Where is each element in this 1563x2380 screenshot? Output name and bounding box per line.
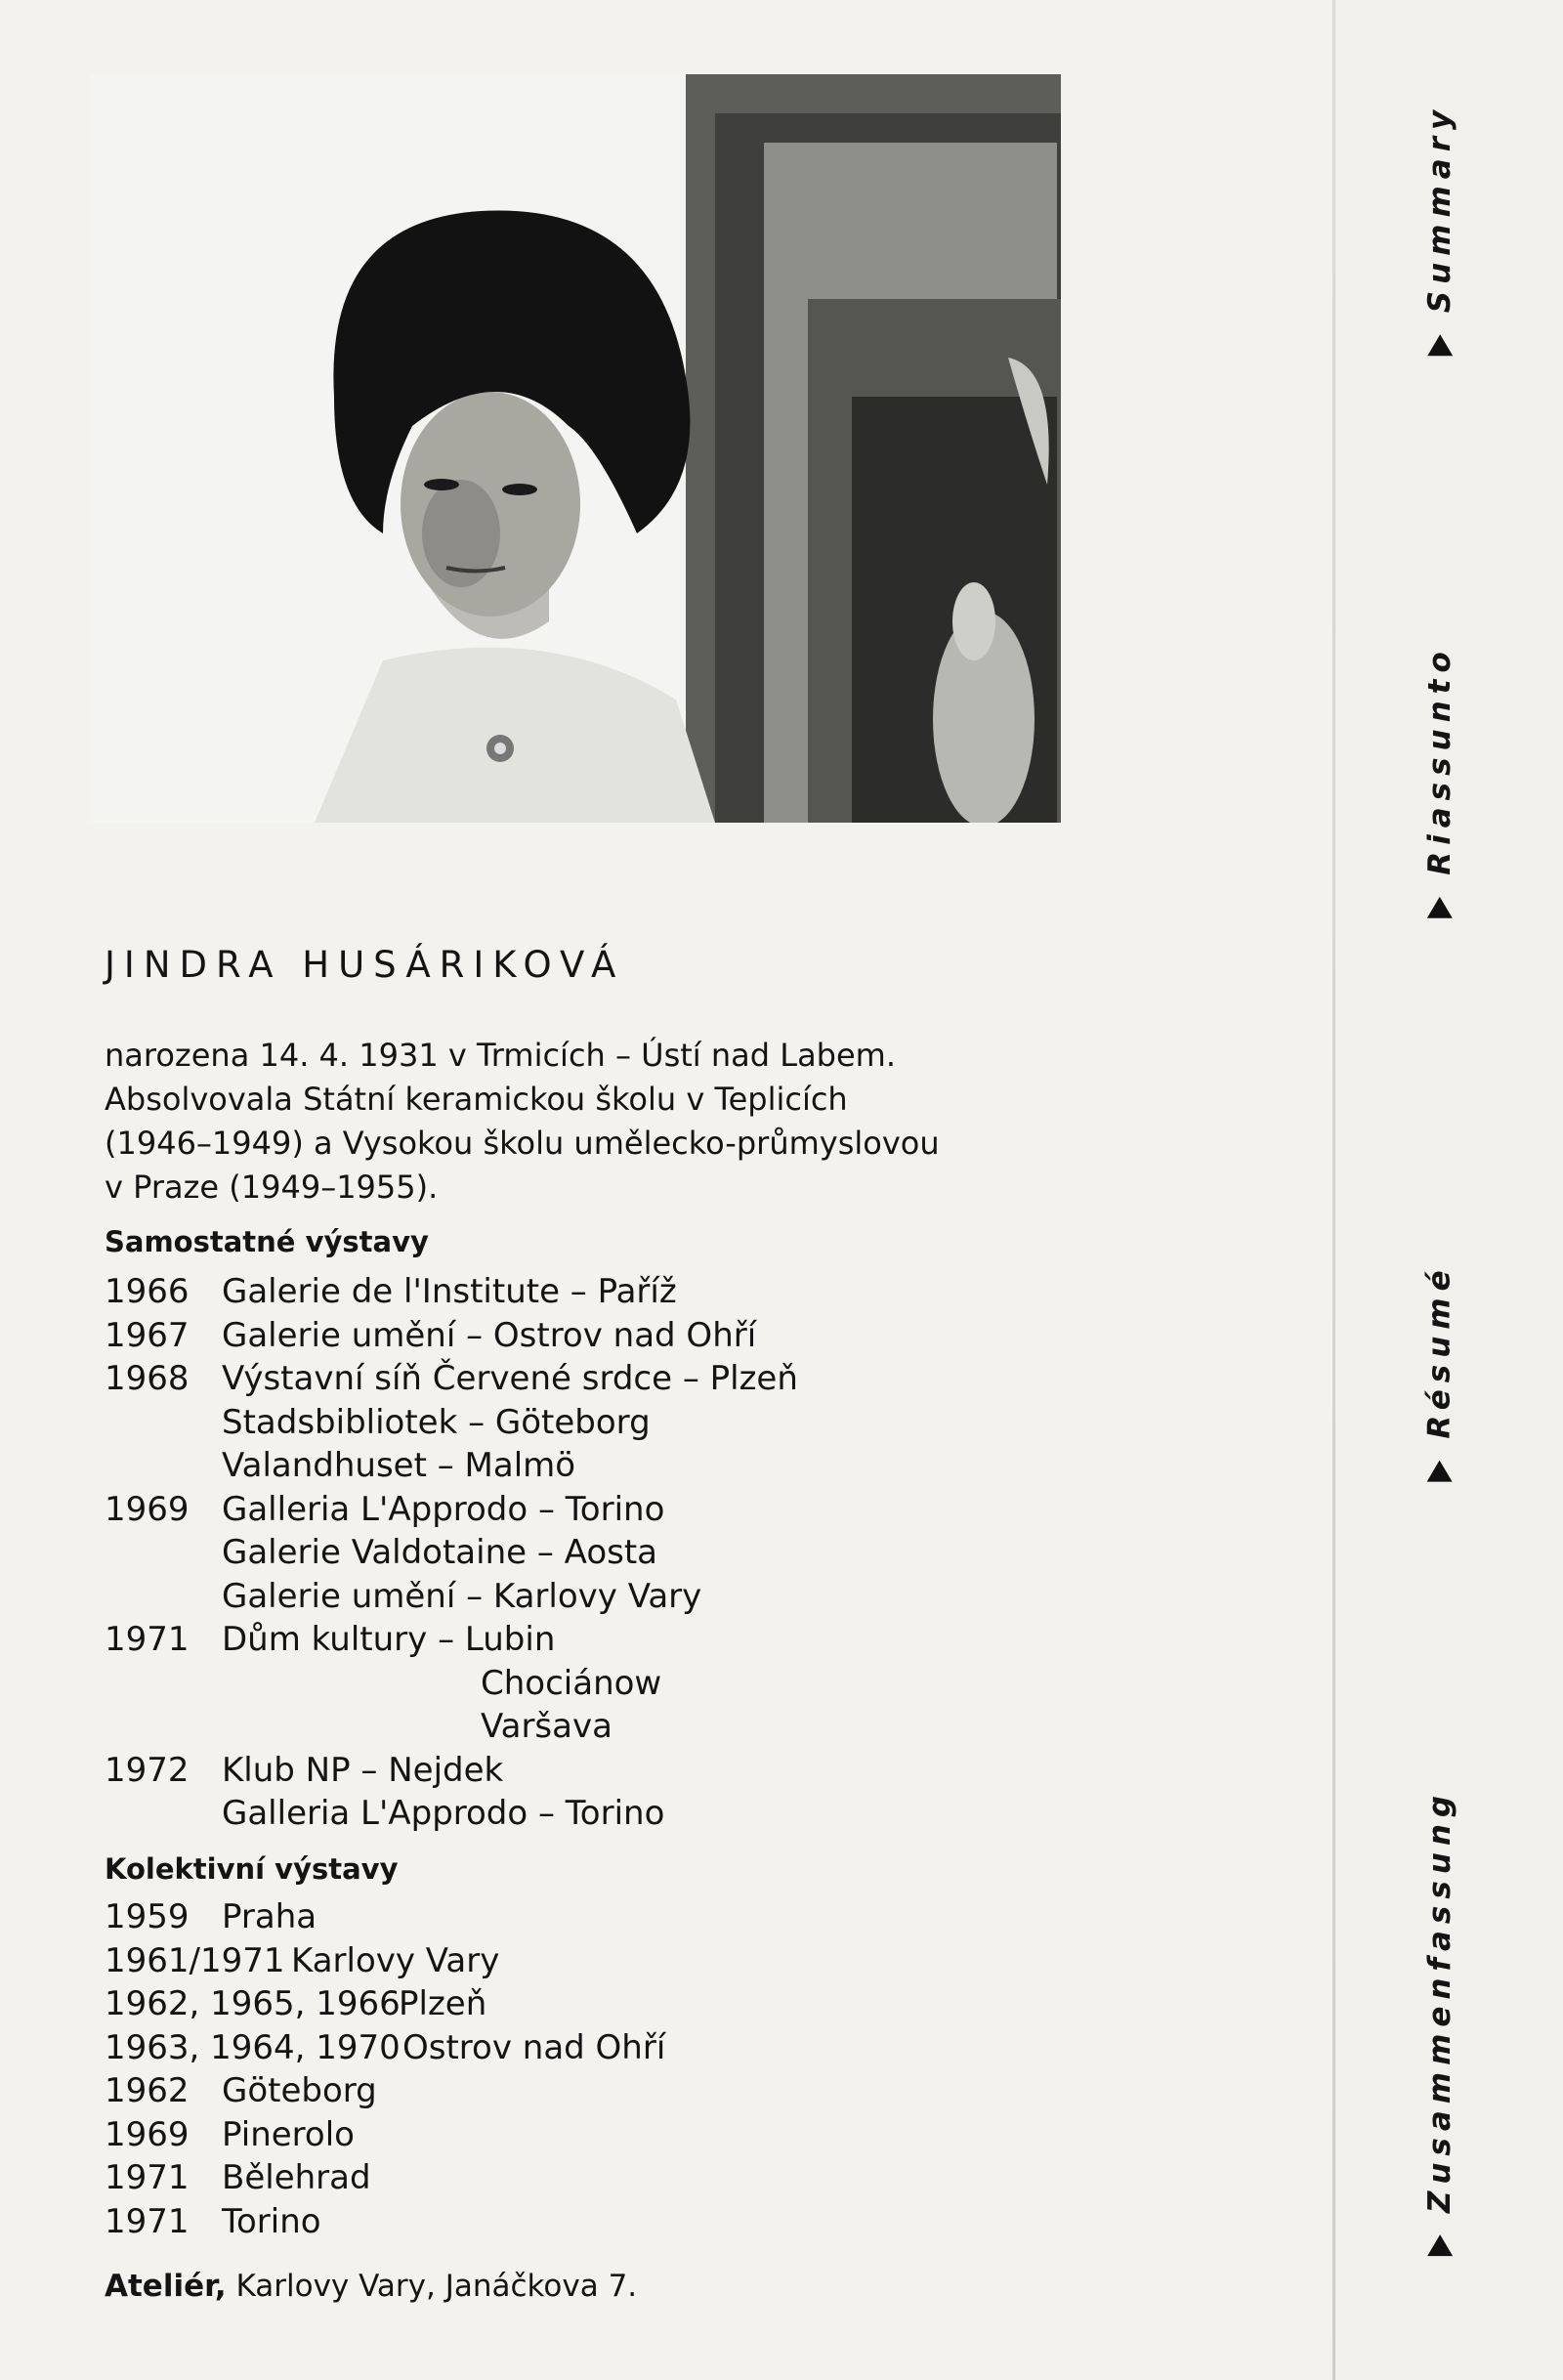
exhibition-venue: Varšava — [481, 1707, 613, 1746]
tab-label: Résumé — [1422, 1263, 1458, 1439]
portrait-photo — [90, 74, 1061, 823]
exhibition-year: 1962 — [105, 2071, 190, 2110]
group-exhibition-row — [105, 1982, 1081, 2026]
tab-resume[interactable] — [1411, 1236, 1469, 1509]
solo-exhibitions-heading: Samostatné výstavy — [105, 1225, 429, 1258]
biography — [105, 1034, 1081, 1210]
exhibition-year: 1971 — [105, 2201, 190, 2241]
group-exhibition-row — [105, 2200, 1081, 2244]
exhibition-venue: Stadsbibliotek – Göteborg — [222, 1402, 651, 1442]
exhibition-row — [105, 1531, 1081, 1575]
exhibition-year: 1963, 1964, 1970 — [105, 2027, 401, 2067]
exhibition-city: Torino — [222, 2201, 321, 2241]
exhibition-venue: Valandhuset – Malmö — [222, 1446, 576, 1485]
exhibition-row — [105, 1401, 1081, 1445]
triangle-marker-icon — [1427, 897, 1453, 918]
bio-line: Absolvovala Státní keramickou školu v Teplicích — [105, 1081, 848, 1118]
exhibition-row — [105, 1488, 1081, 1532]
exhibition-venue: Galerie umění – Ostrov nad Ohří — [222, 1315, 757, 1355]
group-exhibitions-list — [105, 1895, 1081, 2243]
tab-summary[interactable] — [1411, 88, 1469, 371]
exhibition-year: 1967 — [105, 1315, 190, 1355]
exhibition-row — [105, 1444, 1081, 1488]
group-exhibition-row — [105, 2113, 1081, 2157]
atelier-label: Ateliér, — [105, 2269, 227, 2304]
exhibition-row — [105, 1270, 1081, 1314]
exhibition-year: 1966 — [105, 1272, 190, 1311]
group-exhibition-row — [105, 2069, 1081, 2113]
exhibition-year: 1968 — [105, 1359, 190, 1398]
exhibition-city: Ostrov nad Ohří — [402, 2027, 666, 2067]
triangle-marker-icon — [1427, 1461, 1453, 1482]
bio-line: (1946–1949) a Vysokou školu umělecko-průmyslovou — [105, 1125, 940, 1162]
exhibition-row — [105, 1314, 1081, 1358]
exhibition-venue: Galerie Valdotaine – Aosta — [222, 1533, 658, 1572]
exhibition-city: Bělehrad — [222, 2158, 371, 2197]
exhibition-row — [105, 1575, 1081, 1619]
exhibition-row — [105, 1749, 1081, 1793]
artist-name: JINDRA HUSÁRIKOVÁ — [105, 944, 625, 986]
triangle-marker-icon — [1427, 2234, 1453, 2256]
exhibition-venue: Chociánow — [481, 1663, 662, 1703]
exhibition-year: 1962, 1965, 1966 — [105, 1984, 401, 2023]
group-exhibition-row — [105, 1939, 1081, 1983]
tab-zusammenfassung[interactable] — [1411, 1739, 1469, 2306]
tab-label: Zusammenfassung — [1422, 1788, 1458, 2214]
exhibition-year: 1971 — [105, 1620, 190, 1659]
bio-line: v Praze (1949–1955). — [105, 1169, 439, 1206]
exhibition-row — [105, 1618, 1081, 1662]
exhibition-row — [105, 1357, 1081, 1401]
exhibition-row — [105, 1792, 1081, 1836]
exhibition-row — [105, 1662, 1081, 1706]
group-exhibitions-heading: Kolektivní výstavy — [105, 1852, 399, 1886]
exhibition-city: Karlovy Vary — [291, 1940, 500, 1980]
exhibition-year: 1961/1971 — [105, 1940, 285, 1980]
tab-label: Summary — [1422, 103, 1458, 314]
exhibition-venue: Galleria L'Approdo – Torino — [222, 1794, 665, 1833]
exhibition-year: 1969 — [105, 2114, 190, 2154]
exhibition-year: 1971 — [105, 2158, 190, 2197]
tab-label: Riassunto — [1422, 645, 1458, 875]
group-exhibition-row — [105, 1895, 1081, 1939]
exhibition-city: Pinerolo — [222, 2114, 355, 2154]
exhibition-city: Göteborg — [222, 2071, 377, 2110]
bio-line: narozena 14. 4. 1931 v Trmicích – Ústí nad Labem. — [105, 1037, 897, 1074]
group-exhibition-row — [105, 2026, 1081, 2070]
group-exhibition-row — [105, 2156, 1081, 2200]
exhibition-venue: Galleria L'Approdo – Torino — [222, 1489, 665, 1529]
exhibition-venue: Výstavní síň Červené srdce – Plzeň — [222, 1359, 798, 1398]
solo-exhibitions-list — [105, 1270, 1081, 1836]
exhibition-venue: Dům kultury – Lubin — [222, 1620, 556, 1659]
exhibition-venue: Galerie umění – Karlovy Vary — [222, 1576, 702, 1616]
exhibition-venue: Klub NP – Nejdek — [222, 1750, 504, 1790]
exhibition-city: Plzeň — [399, 1984, 487, 2023]
exhibition-row — [105, 1705, 1081, 1749]
triangle-marker-icon — [1427, 334, 1453, 356]
tab-riassunto[interactable] — [1411, 625, 1469, 938]
exhibition-year: 1972 — [105, 1750, 190, 1790]
exhibition-year: 1959 — [105, 1897, 190, 1936]
atelier-address-text: Karlovy Vary, Janáčkova 7. — [235, 2269, 638, 2304]
exhibition-venue: Galerie de l'Institute – Paříž — [222, 1272, 677, 1311]
exhibition-year: 1969 — [105, 1489, 190, 1529]
exhibition-city: Praha — [222, 1897, 317, 1936]
atelier-address — [105, 2269, 637, 2304]
